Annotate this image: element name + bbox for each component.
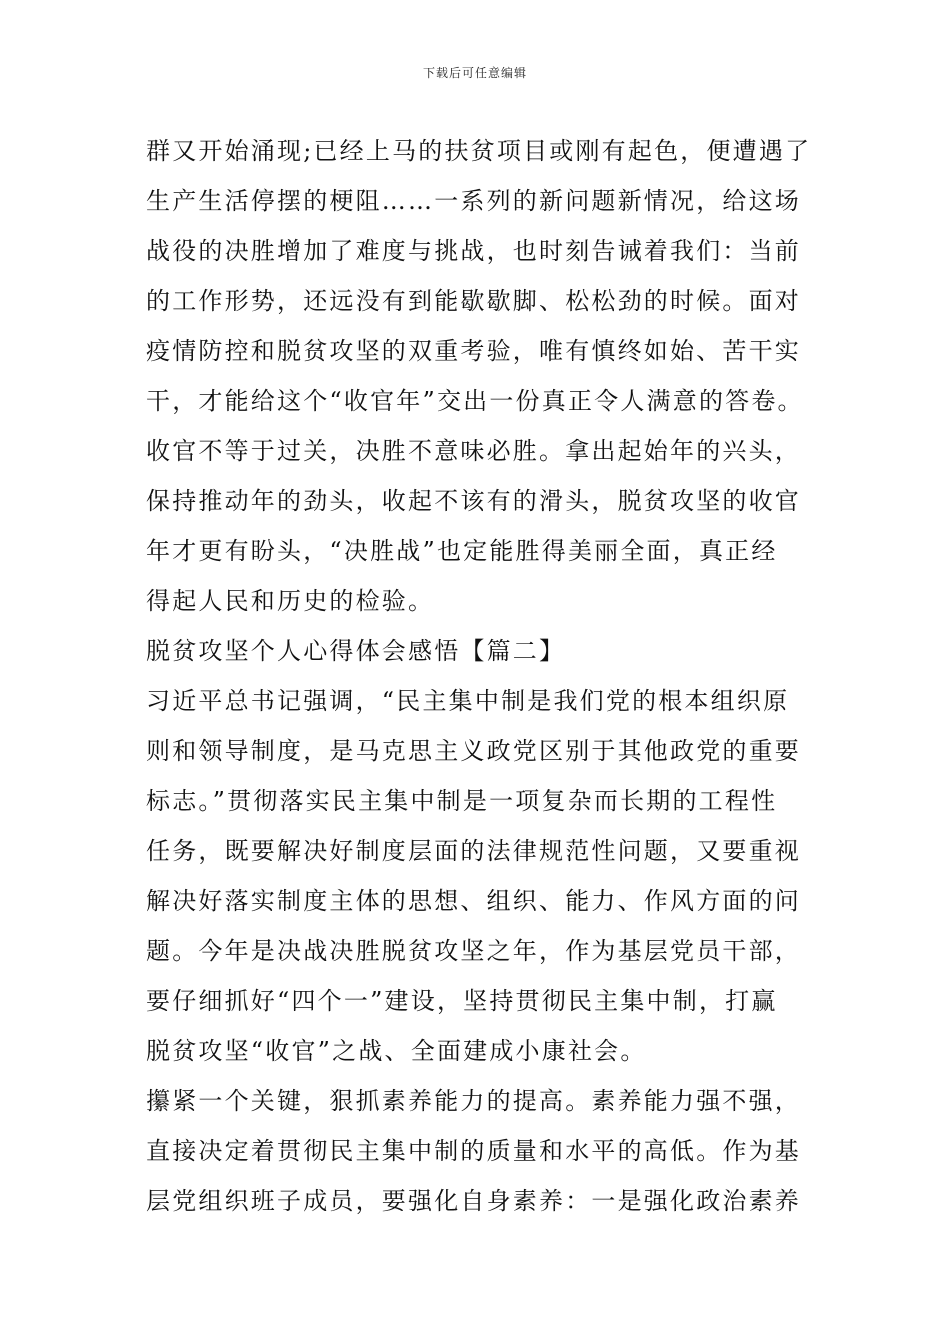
- document-body: [146, 126, 816, 1226]
- text-line: 则和领导制度，是马克思主义政党区别于其他政党的重要: [146, 737, 801, 765]
- text-line: 习近平总书记强调，“民主集中制是我们党的根本组织原: [146, 687, 790, 715]
- page-header: 下载后可任意编辑: [422, 66, 527, 80]
- section-heading: 脱贫攻坚个人心得体会感悟【篇二】: [146, 637, 566, 665]
- text-line: 攥紧一个关键，狠抓素养能力的提高。素养能力强不强，: [146, 1087, 801, 1115]
- text-line: 群又开始涌现;已经上马的扶贫项目或刚有起色，便遭遇了: [146, 137, 812, 165]
- text-line: 年才更有盼头，“决胜战”也定能胜得美丽全面，真正经: [146, 537, 778, 565]
- text-line: 保持推动年的劲头，收起不该有的滑头，脱贫攻坚的收官: [146, 487, 801, 515]
- text-line: 层党组织班子成员，要强化自身素养：一是强化政治素养: [146, 1187, 801, 1215]
- text-line: 标志。”贯彻落实民主集中制是一项复杂而长期的工程性: [146, 787, 778, 815]
- text-line: 收官不等于过关，决胜不意味必胜。拿出起始年的兴头，: [146, 437, 801, 465]
- text-line: 要仔细抓好“四个一”建设，坚持贯彻民主集中制，打赢: [146, 987, 778, 1015]
- text-line: 疫情防控和脱贫攻坚的双重考验，唯有慎终如始、苦干实: [146, 337, 801, 365]
- text-line: 脱贫攻坚“收官”之战、全面建成小康社会。: [146, 1037, 647, 1065]
- text-line: 题。今年是决战决胜脱贫攻坚之年，作为基层党员干部，: [146, 937, 801, 965]
- text-line: 生产生活停摆的梗阻……一系列的新问题新情况，给这场: [146, 187, 801, 215]
- text-line: 战役的决胜增加了难度与挑战，也时刻告诫着我们：当前: [146, 237, 801, 265]
- text-line: 任务，既要解决好制度层面的法律规范性问题，又要重视: [146, 837, 801, 865]
- text-line: 干，才能给这个“收官年”交出一份真正令人满意的答卷。: [146, 387, 804, 415]
- text-line: 直接决定着贯彻民主集中制的质量和水平的高低。作为基: [146, 1137, 801, 1165]
- text-line: 得起人民和历史的检验。: [146, 587, 435, 615]
- text-line: 解决好落实制度主体的思想、组织、能力、作风方面的问: [146, 887, 801, 915]
- text-line: 的工作形势，还远没有到能歇歇脚、松松劲的时候。面对: [146, 287, 801, 315]
